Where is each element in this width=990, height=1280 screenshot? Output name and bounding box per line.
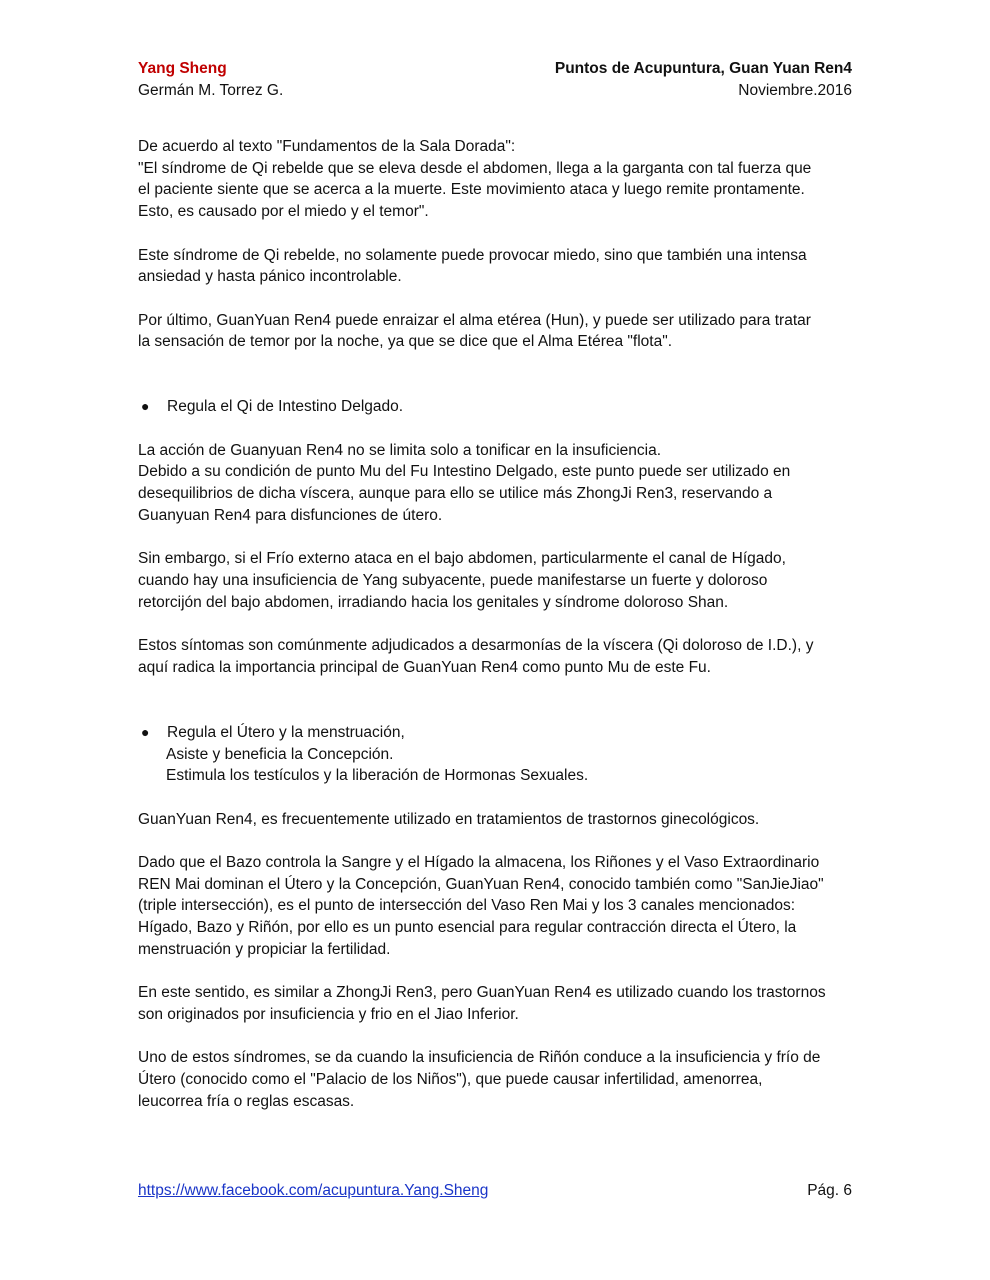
facebook-link[interactable]: https://www.facebook.com/acupuntura.Yang.Sheng bbox=[138, 1182, 489, 1199]
text-line: Por último, GuanYuan Ren4 puede enraizar el alma etérea (Hun), y puede ser utilizado para tratar bbox=[138, 311, 811, 329]
bullet-small-intestine bbox=[138, 396, 854, 418]
text-line: son originados por insuficiencia y frio en el Jiao Inferior. bbox=[138, 1005, 519, 1023]
text-line: (triple intersección), es el punto de intersección del Vaso Ren Mai y los 3 canales mencionados: bbox=[138, 897, 796, 915]
text-line: la sensación de temor por la noche, ya que se dice que el Alma Etérea "flota". bbox=[138, 333, 673, 351]
text-line: La acción de Guanyuan Ren4 no se limita solo a tonificar en la insuficiencia. bbox=[138, 441, 662, 459]
text-line: menstruación y propiciar la fertilidad. bbox=[138, 940, 391, 958]
header-brand: Yang Sheng bbox=[138, 60, 227, 77]
bullet-subtext: Asiste y beneficia la Concepción. bbox=[166, 745, 394, 763]
header-title: Puntos de Acupuntura, Guan Yuan Ren4 bbox=[554, 60, 852, 77]
paragraph-kidney-insufficiency bbox=[138, 1047, 854, 1112]
header-row-1 bbox=[138, 58, 852, 80]
text-line: Este síndrome de Qi rebelde, no solamente puede provocar miedo, sino que también una intensa bbox=[138, 246, 807, 264]
header-date: Noviembre.2016 bbox=[738, 82, 852, 99]
bullet-text: Regula el Qi de Intestino Delgado. bbox=[167, 398, 404, 416]
text-line: En este sentido, es similar a ZhongJi Ren3, pero GuanYuan Ren4 es utilizado cuando los trastornos bbox=[138, 984, 826, 1002]
bullet-uterus bbox=[138, 722, 854, 787]
spacer bbox=[138, 375, 854, 397]
page-header bbox=[138, 58, 852, 102]
text-line: "El síndrome de Qi rebelde que se eleva desde el abdomen, llega a la garganta con tal fuerza que bbox=[138, 159, 812, 177]
text-line: Esto, es causado por el miedo y el temor". bbox=[138, 203, 429, 221]
paragraph-sanjiejiao bbox=[138, 852, 854, 961]
paragraph-zhongji-comparison bbox=[138, 982, 854, 1025]
text-line: Guanyuan Ren4 para disfunciones de útero. bbox=[138, 506, 443, 524]
bullet-subtext: Estimula los testículos y la liberación de Hormonas Sexuales. bbox=[166, 767, 589, 785]
text-line: retorcijón del bajo abdomen, irradiando hacia los genitales y síndrome doloroso Shan. bbox=[138, 593, 729, 611]
paragraph-external-cold bbox=[138, 548, 854, 613]
paragraph-mu-point bbox=[138, 440, 854, 527]
text-line: Dado que el Bazo controla la Sangre y el Hígado la almacena, los Riñones y el Vaso Extraordinario bbox=[138, 854, 820, 872]
text-line: cuando hay una insuficiencia de Yang subyacente, puede manifestarse un fuerte y doloroso bbox=[138, 571, 768, 589]
page-footer bbox=[138, 1180, 852, 1202]
header-author: Germán M. Torrez G. bbox=[138, 82, 284, 99]
text-line: leucorrea fría o reglas escasas. bbox=[138, 1092, 355, 1110]
text-line: ansiedad y hasta pánico incontrolable. bbox=[138, 268, 402, 286]
text-line: REN Mai dominan el Útero y la Concepción, GuanYuan Ren4, conocido también como "SanJieJiao" bbox=[138, 875, 824, 893]
bullet-dot-icon: ● bbox=[141, 723, 150, 740]
text-line: desequilibrios de dicha víscera, aunque para ello se utilice más ZhongJi Ren3, reservando a bbox=[138, 485, 773, 503]
text-line: aquí radica la importancia principal de GuanYuan Ren4 como punto Mu de este Fu. bbox=[138, 658, 711, 676]
text-line: Debido a su condición de punto Mu del Fu Intestino Delgado, este punto puede ser utilizado en bbox=[138, 463, 791, 481]
page-number: Pág. 6 bbox=[807, 1182, 852, 1199]
paragraph-rebel-qi bbox=[138, 245, 854, 288]
bullet-text: Regula el Útero y la menstruación, bbox=[167, 723, 405, 741]
paragraph-hun bbox=[138, 310, 854, 353]
bullet-dot-icon: ● bbox=[141, 398, 150, 415]
paragraph-gynecology bbox=[138, 809, 854, 831]
spacer bbox=[138, 700, 854, 722]
paragraph-golden-hall-quote bbox=[138, 136, 854, 223]
paragraph-symptoms bbox=[138, 635, 854, 678]
text-line: Hígado, Bazo y Riñón, por ello es un punto esencial para regular contracción directa el Útero, la bbox=[138, 919, 797, 937]
text-line: Estos síntomas son comúnmente adjudicados a desarmonías de la víscera (Qi doloroso de I.D.), y bbox=[138, 637, 814, 655]
header-row-2 bbox=[138, 80, 852, 102]
text-line: el paciente siente que se acerca a la muerte. Este movimiento ataca y luego remite prontamente. bbox=[138, 181, 805, 199]
text-line: Útero (conocido como el "Palacio de los Niños"), que puede causar infertilidad, amenorrea, bbox=[138, 1071, 763, 1089]
text-line: Uno de estos síndromes, se da cuando la insuficiencia de Riñón conduce a la insuficiencia y frío de bbox=[138, 1049, 821, 1067]
document-body bbox=[138, 136, 854, 1134]
text-line: GuanYuan Ren4, es frecuentemente utilizado en tratamientos de trastornos ginecológicos. bbox=[138, 810, 760, 828]
text-line: De acuerdo al texto "Fundamentos de la Sala Dorada": bbox=[138, 138, 516, 155]
text-line: Sin embargo, si el Frío externo ataca en el bajo abdomen, particularmente el canal de Hígado, bbox=[138, 550, 786, 568]
